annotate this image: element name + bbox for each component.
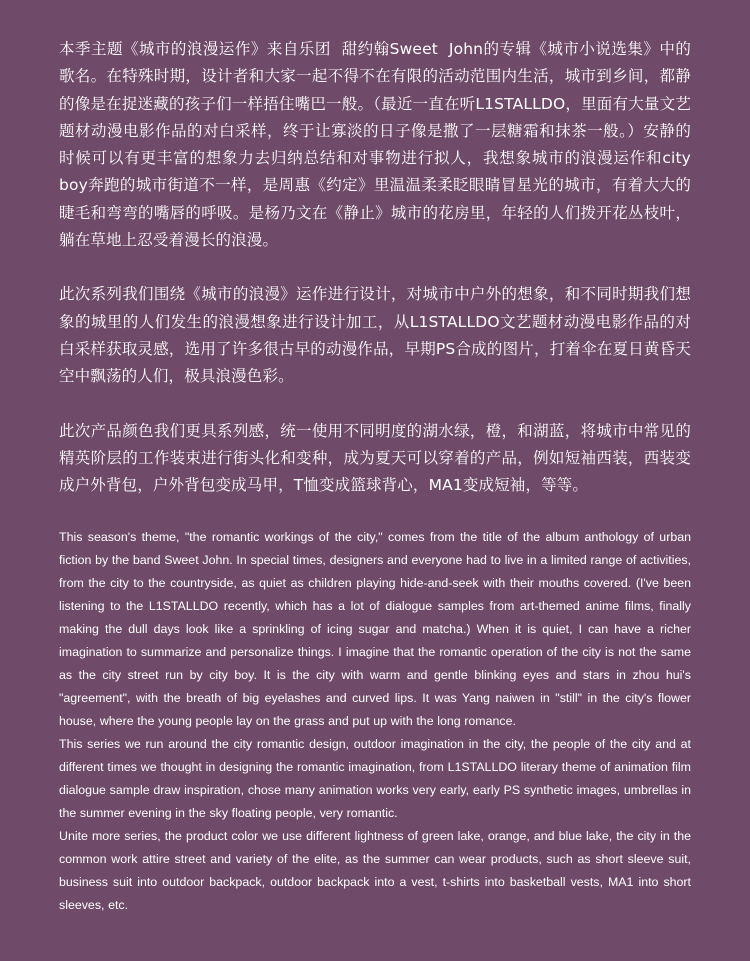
chinese-paragraph-theme: 本季主题《城市的浪漫运作》来自乐团 甜约翰Sweet John的专辑《城市小说选集》中的歌名。在特殊时期，设计者和大家一起不得不在有限的活动范围内生活，城市到乡间，都静的像是在捉迷藏的孩子们一样捂住嘴巴一般。（最近一直在听L1STALLDO，里面有大量文艺题材动漫电影作品的对白采样，终于让寡淡的日子像是撒了一层糖霜和抹茶一般。）安静的时候可以有更丰富的想象力去归纳总结和对事物进行拟人，我想象城市的浪漫运作和city boy奔跑的城市街道不一样，是周惠《约定》里温温柔柔眨眼睛冒星光的城市，有着大大的睫毛和弯弯的嘴唇的呼吸。是杨乃文在《静止》城市的花房里，年轻的人们拨开花丛枝叶，躺在草地上忍受着漫长的浪漫。 [59,40,707,250]
english-paragraph-series: This series we run around the city romantic design, outdoor imagination in the city, the people of the city and at different times we thought in designing the romantic imagination, from L1STALLDO literary theme of animation film dialogue sample draw inspiration, chose many animation works very early, early PS synthetic images, umbrellas in the summer evening in the sky floating people, very romantic. [59,737,691,821]
chinese-text-block [59,36,707,499]
chinese-paragraph-colors: 此次产品颜色我们更具系列感，统一使用不同明度的湖水绿，橙，和湖蓝，将城市中常见的精英阶层的工作装束进行街头化和变种，成为夏天可以穿着的产品，例如短袖西装，西装变成户外背包，户外背包变成马甲，T恤变成篮球背心，MA1变成短袖，等等。 [59,421,691,495]
english-paragraph-colors: Unite more series, the product color we use different lightness of green lake, orange, and blue lake, the city in the common work attire street and variety of the elite, as the summer can wear products, such as short sleeve suit, business suit into outdoor backpack, outdoor backpack into a vest, t-shirts into basketball vests, MA1 into short sleeves, etc. [59,829,691,913]
chinese-paragraph-series: 此次系列我们围绕《城市的浪漫》运作进行设计，对城市中户外的想象，和不同时期我们想象的城里的人们发生的浪漫想象进行设计加工，从L1STALLDO文艺题材动漫电影作品的对白采样获取灵感，选用了许多很古早的动漫作品，早期PS合成的图片，打着伞在夏日黄昏天空中飘荡的人们，极具浪漫色彩。 [59,285,691,386]
english-paragraph-theme: This season's theme, "the romantic workings of the city," comes from the title of the album anthology of urban fiction by the band Sweet John. In special times, designers and everyone had to live in a limited range of activities, from the city to the countryside, as quiet as children playing hide-and-seek with their mouths covered. (I've been listening to the L1STALLDO recently, which has a lot of dialogue samples from art-themed anime films, finally making the dull days look like a sprinkling of icing sugar and matcha.) When it is quiet, I can have a richer imagination to summarize and personalize things. I imagine that the romantic operation of the city is not the same as the city street run by city boy. It is the city with warm and gentle blinking eyes and stars in zhou hui's "agreement", with the breath of big eyelashes and curved lips. It was Yang naiwen in "still" in the city's flower house, where the young people lay on the grass and put up with the long romance. [59,530,691,729]
english-text-block [59,526,691,917]
